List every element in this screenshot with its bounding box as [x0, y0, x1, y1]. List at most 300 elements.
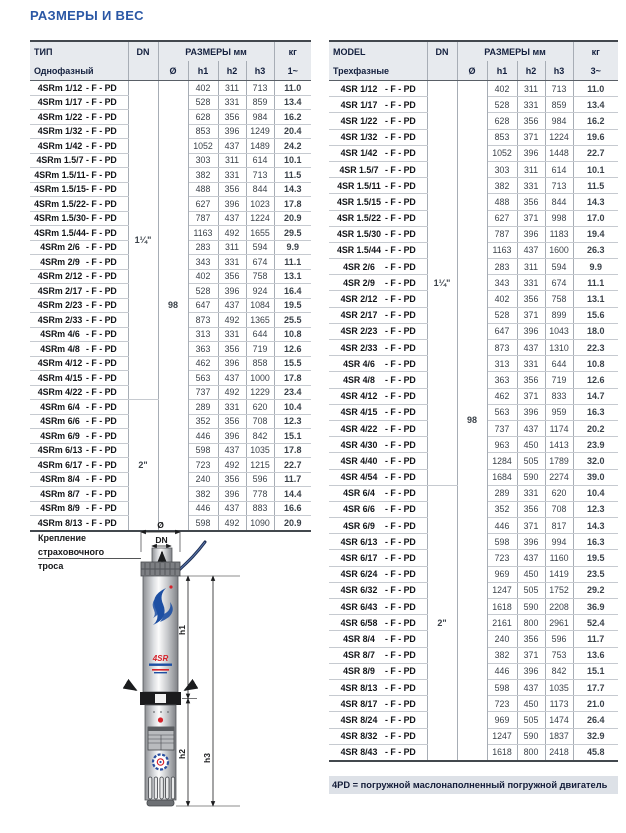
h3-value: 620: [545, 485, 573, 501]
model-cell: 4SR 6/17 - F - PD: [329, 550, 427, 566]
h3-value: 778: [246, 487, 274, 502]
model-cell: 4SRm 4/22 - F - PD: [30, 385, 128, 400]
h1-value: 647: [487, 323, 517, 339]
h2-value: 396: [517, 663, 545, 679]
weight-value: 19.5: [573, 550, 618, 566]
h3-value: 713: [246, 168, 274, 183]
h1-value: 969: [487, 566, 517, 582]
weight-value: 15.5: [274, 356, 311, 371]
model-cell: 4SRm 1.5/30 - F - PD: [30, 211, 128, 226]
weight-value: 10.4: [573, 485, 618, 501]
weight-value: 12.3: [573, 501, 618, 517]
h1-value: 528: [487, 307, 517, 323]
model-cell: 4SRm 2/17 - F - PD: [30, 284, 128, 299]
weight-value: 45.8: [573, 744, 618, 761]
h2-value: 505: [517, 582, 545, 598]
h2-value: 331: [218, 168, 246, 183]
h2-value: 396: [218, 197, 246, 212]
h1-value: 382: [487, 647, 517, 663]
weight-value: 19.5: [274, 298, 311, 313]
model-cell: 4SRm 4/15 - F - PD: [30, 371, 128, 386]
model-cell: 4SR 4/15 - F - PD: [329, 404, 427, 420]
col-header-kg: кг: [573, 41, 618, 61]
model-cell: 4SR 1.5/7 - F - PD: [329, 161, 427, 177]
weight-value: 14.3: [573, 518, 618, 534]
model-cell: 4SR 2/12 - F - PD: [329, 291, 427, 307]
h3-value: 1224: [545, 129, 573, 145]
h1-value: 289: [487, 485, 517, 501]
model-cell: 4SR 8/13 - F - PD: [329, 679, 427, 695]
diameter-value: 98: [158, 81, 188, 531]
h3-value: 758: [246, 269, 274, 284]
model-cell: 4SRm 2/33 - F - PD: [30, 313, 128, 328]
h1-value: 628: [487, 113, 517, 129]
weight-value: 12.3: [274, 414, 311, 429]
h3-value: 2208: [545, 599, 573, 615]
weight-value: 17.8: [274, 443, 311, 458]
h2-value: 356: [218, 182, 246, 197]
weight-value: 10.4: [274, 400, 311, 415]
h1-value: 1163: [487, 242, 517, 258]
h1-value: 402: [487, 291, 517, 307]
model-cell: 4SR 1.5/11 - F - PD: [329, 178, 427, 194]
h1-value: 1618: [487, 744, 517, 761]
h2-value: 590: [517, 469, 545, 485]
height-dimensions: [176, 576, 240, 806]
weight-value: 36.9: [573, 599, 618, 615]
h3-value: 674: [246, 255, 274, 270]
col-header-dimensions: РАЗМЕРЫ мм: [457, 41, 573, 61]
h2-value: 590: [517, 599, 545, 615]
h3-value: 1043: [545, 323, 573, 339]
h3-value: 1413: [545, 437, 573, 453]
model-cell: 4SR 1.5/44 - F - PD: [329, 242, 427, 258]
col-header-phase-symbol: 3~: [573, 61, 618, 81]
h3-value: 998: [545, 210, 573, 226]
svg-text:Крепление: Крепление: [38, 533, 87, 543]
model-cell: 4SR 2/17 - F - PD: [329, 307, 427, 323]
h3-value: 614: [545, 161, 573, 177]
h1-value: 446: [487, 663, 517, 679]
weight-value: 13.1: [573, 291, 618, 307]
weight-value: 9.9: [274, 240, 311, 255]
h2-value: 492: [218, 385, 246, 400]
weight-value: 11.0: [573, 81, 618, 97]
weight-value: 14.3: [573, 194, 618, 210]
h2-value: 356: [218, 414, 246, 429]
h1-value: 382: [188, 487, 218, 502]
weight-value: 11.0: [274, 81, 311, 96]
h2-value: 396: [218, 487, 246, 502]
h1-value: 1052: [188, 139, 218, 154]
h1-value: 723: [487, 550, 517, 566]
three-phase-table: [329, 40, 618, 762]
pump-drawing: [25, 518, 260, 833]
h1-value: 723: [188, 458, 218, 473]
h3-value: 959: [545, 404, 573, 420]
model-cell: 4SRm 2/23 - F - PD: [30, 298, 128, 313]
h2-value: 505: [517, 453, 545, 469]
h2-value: 371: [517, 307, 545, 323]
h1-value: 382: [188, 168, 218, 183]
weight-value: 32.9: [573, 728, 618, 744]
h3-value: 858: [246, 356, 274, 371]
h3-value: 859: [246, 95, 274, 110]
h2-value: 492: [218, 516, 246, 531]
dn-value: 1¼": [427, 81, 457, 486]
h3-value: 719: [246, 342, 274, 357]
weight-value: 11.5: [274, 168, 311, 183]
h3-value: 713: [246, 81, 274, 96]
h2-value: 371: [517, 129, 545, 145]
h1-value: 402: [188, 269, 218, 284]
h2-value: 371: [517, 518, 545, 534]
h3-value: 708: [246, 414, 274, 429]
safety-cable-callout: [38, 533, 141, 571]
single-phase-table: [30, 40, 311, 532]
model-cell: 4SR 1.5/22 - F - PD: [329, 210, 427, 226]
weight-value: 20.9: [274, 516, 311, 531]
h2-value: 492: [218, 226, 246, 241]
h2-value: 396: [218, 124, 246, 139]
h1-value: 1163: [188, 226, 218, 241]
h3-value: 1023: [246, 197, 274, 212]
model-cell: 4SRm 1/32 - F - PD: [30, 124, 128, 139]
col-header-h1: h1: [188, 61, 218, 81]
h1-value: 969: [487, 712, 517, 728]
h1-value: 283: [487, 259, 517, 275]
h1-value: 598: [188, 443, 218, 458]
weight-value: 29.2: [573, 582, 618, 598]
h2-value: 437: [218, 443, 246, 458]
h3-value: 1365: [246, 313, 274, 328]
weight-value: 14.3: [274, 182, 311, 197]
h1-value: 563: [487, 404, 517, 420]
model-cell: 4SR 8/43 - F - PD: [329, 744, 427, 761]
weight-value: 13.4: [274, 95, 311, 110]
h1-value: 627: [188, 197, 218, 212]
h3-value: 708: [545, 501, 573, 517]
weight-value: 17.0: [573, 210, 618, 226]
h3-value: 1310: [545, 340, 573, 356]
weight-value: 16.2: [274, 110, 311, 125]
h1-value: 402: [188, 81, 218, 96]
h3-value: 596: [246, 472, 274, 487]
h2-value: 437: [517, 242, 545, 258]
model-cell: 4SRm 8/7 - F - PD: [30, 487, 128, 502]
col-header-dimensions: РАЗМЕРЫ мм: [158, 41, 274, 61]
weight-value: 32.0: [573, 453, 618, 469]
model-cell: 4SR 4/40 - F - PD: [329, 453, 427, 469]
h2-value: 492: [218, 313, 246, 328]
h1-value: 873: [487, 340, 517, 356]
h2-value: 437: [517, 340, 545, 356]
model-cell: 4SRm 1/17 - F - PD: [30, 95, 128, 110]
model-cell: 4SRm 1.5/11 - F - PD: [30, 168, 128, 183]
weight-value: 11.1: [573, 275, 618, 291]
h1-value: 352: [188, 414, 218, 429]
h2-value: 311: [517, 161, 545, 177]
h1-value: 528: [188, 95, 218, 110]
model-cell: 4SR 4/30 - F - PD: [329, 437, 427, 453]
h1-value: 1284: [487, 453, 517, 469]
page-title: РАЗМЕРЫ И ВЕС: [30, 8, 144, 23]
h3-value: 1655: [246, 226, 274, 241]
h3-value: 2274: [545, 469, 573, 485]
model-cell: 4SRm 4/12 - F - PD: [30, 356, 128, 371]
h1-value: 303: [188, 153, 218, 168]
model-cell: 4SR 2/9 - F - PD: [329, 275, 427, 291]
weight-value: 17.7: [573, 679, 618, 695]
h1-value: 446: [188, 501, 218, 516]
h2-value: 331: [517, 275, 545, 291]
h3-value: 1249: [246, 124, 274, 139]
h2-value: 331: [517, 485, 545, 501]
h1-value: 853: [487, 129, 517, 145]
h2-value: 437: [218, 298, 246, 313]
h3-value: 644: [545, 356, 573, 372]
model-cell: 4SRm 2/12 - F - PD: [30, 269, 128, 284]
round-brand-badge: [153, 755, 168, 770]
model-cell: 4SRm 6/17 - F - PD: [30, 458, 128, 473]
model-cell: 4SRm 6/4 - F - PD: [30, 400, 128, 415]
model-cell: 4SRm 1/22 - F - PD: [30, 110, 128, 125]
col-header-model: MODEL: [329, 41, 427, 61]
h3-value: 984: [545, 113, 573, 129]
h1-value: 598: [487, 679, 517, 695]
model-cell: 4SRm 1.5/22 - F - PD: [30, 197, 128, 212]
h1-value: 352: [487, 501, 517, 517]
h1-value: 528: [188, 284, 218, 299]
weight-value: 23.4: [274, 385, 311, 400]
weight-value: 29.5: [274, 226, 311, 241]
weight-value: 11.7: [573, 631, 618, 647]
model-cell: 4SR 2/33 - F - PD: [329, 340, 427, 356]
h1-value: 853: [188, 124, 218, 139]
weight-value: 16.4: [274, 284, 311, 299]
clamp-arrow-right: [185, 684, 195, 690]
weight-value: 23.5: [573, 566, 618, 582]
h3-value: 1789: [545, 453, 573, 469]
h3-value: 1173: [545, 696, 573, 712]
h1-value: 647: [188, 298, 218, 313]
h2-value: 396: [218, 284, 246, 299]
model-cell: 4SR 8/17 - F - PD: [329, 696, 427, 712]
col-header-type: ТИП: [30, 41, 128, 61]
h1-value: 1247: [487, 582, 517, 598]
h1-value: 787: [487, 226, 517, 242]
weight-value: 21.0: [573, 696, 618, 712]
svg-text:DN: DN: [155, 535, 168, 545]
model-cell: 4SR 8/7 - F - PD: [329, 647, 427, 663]
h2-value: 396: [517, 226, 545, 242]
svg-text:Ø: Ø: [157, 520, 164, 530]
h1-value: 963: [487, 437, 517, 453]
h1-value: 1618: [487, 599, 517, 615]
h1-value: 563: [188, 371, 218, 386]
weight-value: 39.0: [573, 469, 618, 485]
motor-bottom-cap: [147, 800, 174, 806]
h1-value: 343: [487, 275, 517, 291]
model-cell: 4SR 4/54 - F - PD: [329, 469, 427, 485]
h2-value: 396: [517, 534, 545, 550]
weight-value: 14.7: [573, 388, 618, 404]
model-cell: 4SRm 4/8 - F - PD: [30, 342, 128, 357]
weight-value: 22.7: [573, 145, 618, 161]
h3-value: 1090: [246, 516, 274, 531]
h3-value: 1837: [545, 728, 573, 744]
svg-text:4SR: 4SR: [152, 654, 169, 663]
model-cell: 4SRm 1.5/44 - F - PD: [30, 226, 128, 241]
h2-value: 331: [218, 255, 246, 270]
model-cell: 4SR 8/9 - F - PD: [329, 663, 427, 679]
h2-value: 396: [218, 429, 246, 444]
motor-section: [145, 705, 176, 806]
h1-value: 1247: [487, 728, 517, 744]
h2-value: 311: [218, 81, 246, 96]
h2-value: 356: [517, 113, 545, 129]
model-cell: 4SRm 1/42 - F - PD: [30, 139, 128, 154]
h2-value: 800: [517, 615, 545, 631]
col-header-h3: h3: [246, 61, 274, 81]
weight-value: 20.2: [573, 420, 618, 436]
h2-value: 331: [218, 95, 246, 110]
h1-value: 313: [188, 327, 218, 342]
h1-value: 528: [487, 97, 517, 113]
weight-value: 24.2: [274, 139, 311, 154]
weight-value: 14.4: [274, 487, 311, 502]
weight-value: 16.6: [274, 501, 311, 516]
h3-value: 1174: [545, 420, 573, 436]
weight-value: 11.5: [573, 178, 618, 194]
model-cell: 4SR 1/42 - F - PD: [329, 145, 427, 161]
model-cell: 4SR 4/12 - F - PD: [329, 388, 427, 404]
col-header-dn: DN: [427, 41, 457, 61]
h3-value: 833: [545, 388, 573, 404]
h2-value: 371: [517, 210, 545, 226]
model-cell: 4SR 6/58 - F - PD: [329, 615, 427, 631]
col-header-diameter: Ø: [158, 61, 188, 81]
model-cell: 4SR 1.5/15 - F - PD: [329, 194, 427, 210]
weight-value: 10.1: [274, 153, 311, 168]
h2-value: 437: [218, 139, 246, 154]
table-row: [329, 81, 618, 97]
dn-header-spacer: [128, 61, 158, 81]
h2-value: 331: [517, 356, 545, 372]
weight-value: 19.4: [573, 226, 618, 242]
h3-value: 817: [545, 518, 573, 534]
h2-value: 356: [218, 342, 246, 357]
weight-value: 23.9: [573, 437, 618, 453]
model-cell: 4SRm 6/9 - F - PD: [30, 429, 128, 444]
h2-value: 590: [517, 728, 545, 744]
model-cell: 4SR 4/8 - F - PD: [329, 372, 427, 388]
weight-value: 13.1: [274, 269, 311, 284]
h1-value: 402: [487, 81, 517, 97]
model-cell: 4SRm 8/4 - F - PD: [30, 472, 128, 487]
h2-value: 800: [517, 744, 545, 761]
h3-value: 1474: [545, 712, 573, 728]
h3-value: 713: [545, 81, 573, 97]
weight-value: 26.3: [573, 242, 618, 258]
h2-value: 450: [517, 437, 545, 453]
h3-value: 883: [246, 501, 274, 516]
h3-value: 1229: [246, 385, 274, 400]
h3-value: 1419: [545, 566, 573, 582]
pump-diagram: [25, 518, 260, 833]
col-header-diameter: Ø: [457, 61, 487, 81]
h2-value: 331: [218, 327, 246, 342]
col-header-h2: h2: [517, 61, 545, 81]
h3-value: 844: [545, 194, 573, 210]
col-header-h1: h1: [487, 61, 517, 81]
h2-value: 505: [517, 712, 545, 728]
h3-value: 719: [545, 372, 573, 388]
dn-header-spacer: [427, 61, 457, 81]
h3-label: h3: [202, 753, 212, 763]
weight-value: 20.4: [274, 124, 311, 139]
h3-value: 1600: [545, 242, 573, 258]
h3-value: 1215: [246, 458, 274, 473]
h2-value: 331: [517, 178, 545, 194]
h3-value: 1224: [246, 211, 274, 226]
h3-value: 713: [545, 178, 573, 194]
h3-value: 1752: [545, 582, 573, 598]
h1-value: 363: [188, 342, 218, 357]
model-cell: 4SR 1/22 - F - PD: [329, 113, 427, 129]
h3-value: 842: [545, 663, 573, 679]
h1-value: 737: [188, 385, 218, 400]
h3-value: 1000: [246, 371, 274, 386]
h1-value: 1052: [487, 145, 517, 161]
model-cell: 4SRm 8/13 - F - PD: [30, 516, 128, 531]
model-cell: 4SRm 2/9 - F - PD: [30, 255, 128, 270]
h1-value: 343: [188, 255, 218, 270]
weight-value: 52.4: [573, 615, 618, 631]
weight-value: 16.2: [573, 113, 618, 129]
h1-value: 627: [487, 210, 517, 226]
h2-value: 371: [517, 388, 545, 404]
h2-value: 437: [517, 679, 545, 695]
col-header-h2: h2: [218, 61, 246, 81]
h1-value: 598: [188, 516, 218, 531]
h1-value: 289: [188, 400, 218, 415]
weight-value: 17.8: [274, 197, 311, 212]
weight-value: 15.6: [573, 307, 618, 323]
weight-value: 17.8: [274, 371, 311, 386]
h2-value: 396: [517, 323, 545, 339]
h1-value: 488: [487, 194, 517, 210]
h2-value: 356: [218, 110, 246, 125]
h2-value: 450: [517, 566, 545, 582]
h2-value: 437: [517, 420, 545, 436]
red-dot-badge: [158, 717, 163, 722]
h1-value: 873: [188, 313, 218, 328]
h3-value: 594: [545, 259, 573, 275]
h1-value: 283: [188, 240, 218, 255]
h2-value: 437: [218, 501, 246, 516]
weight-value: 20.9: [274, 211, 311, 226]
col-header-phase-symbol: 1~: [274, 61, 311, 81]
h2-label: h2: [177, 749, 187, 759]
motor-nameplate: [148, 727, 174, 750]
threaded-head: [141, 562, 180, 576]
h3-value: 594: [246, 240, 274, 255]
col-header-h3: h3: [545, 61, 573, 81]
h3-value: 644: [246, 327, 274, 342]
weight-value: 10.8: [573, 356, 618, 372]
weight-value: 12.6: [274, 342, 311, 357]
